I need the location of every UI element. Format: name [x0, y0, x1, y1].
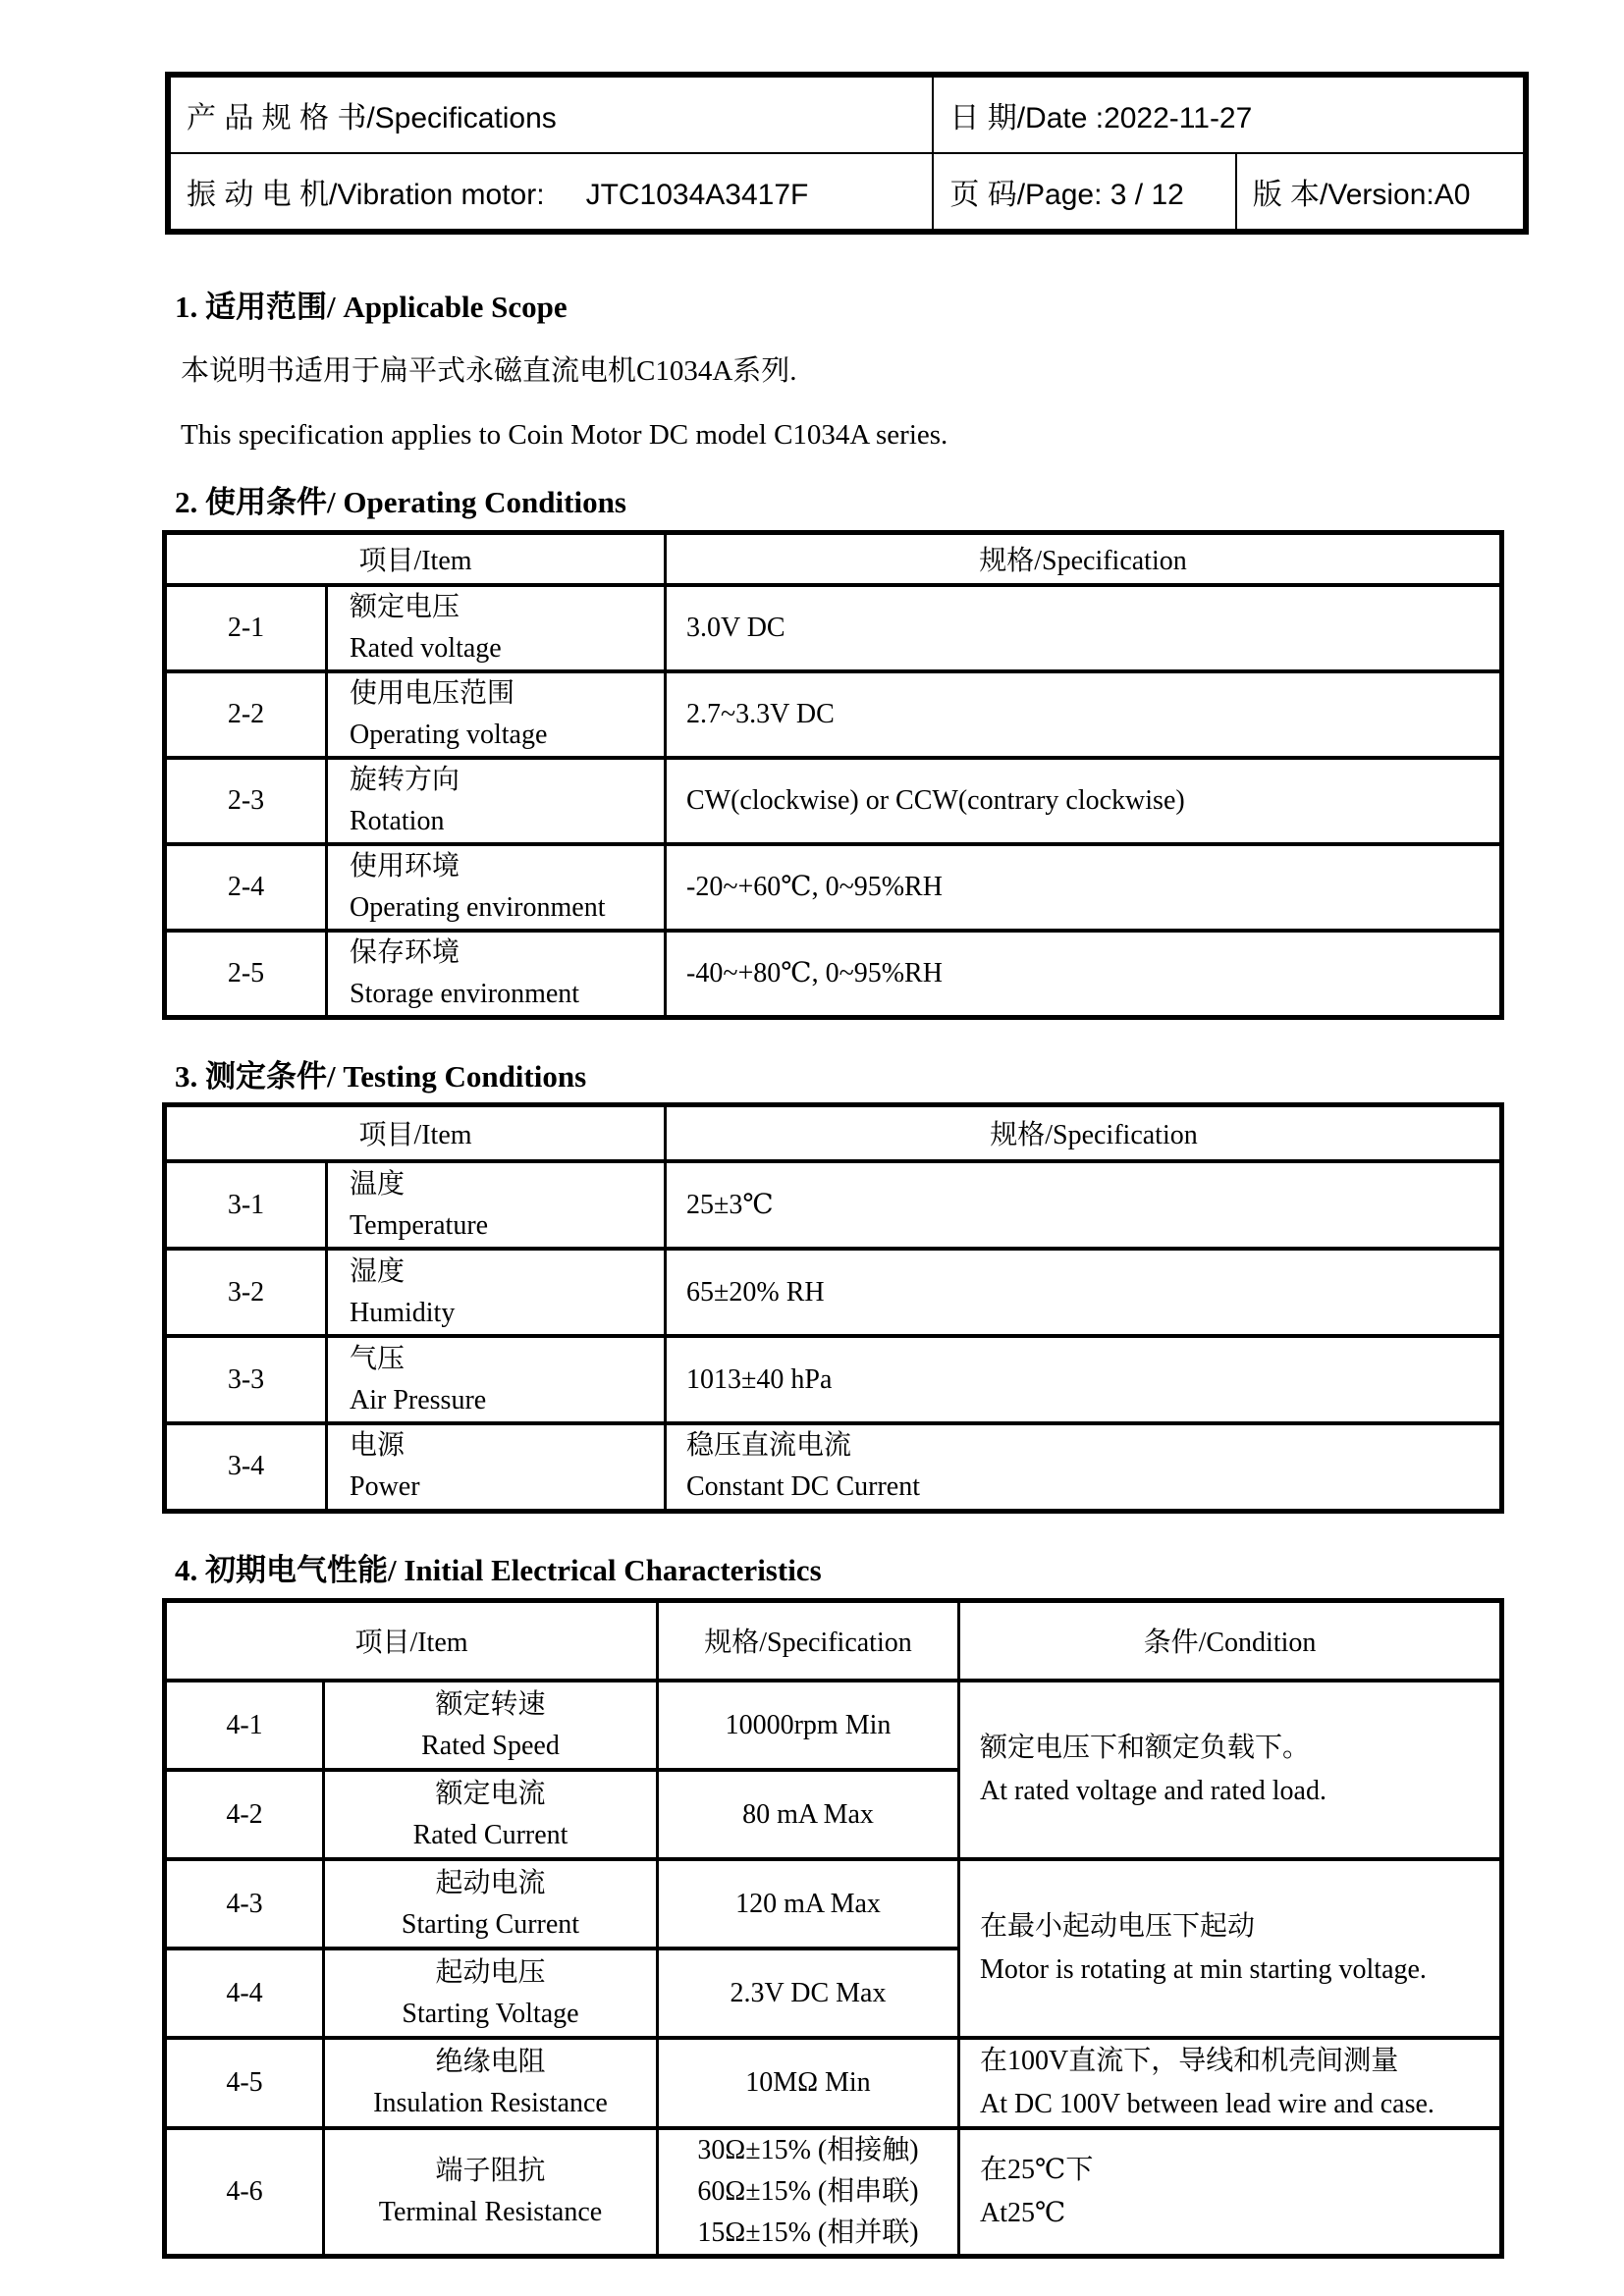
document-title: 产 品 规 格 书/Specifications: [187, 102, 557, 134]
table-header-row: [165, 1600, 1502, 1681]
header-row-1: [168, 75, 1526, 153]
specification-en: Constant DC Current: [686, 1471, 920, 1503]
table-row: [165, 1161, 1502, 1249]
item-cell: [327, 585, 666, 671]
condition-cell: [959, 2128, 1502, 2257]
item-name-en: Rated voltage: [350, 632, 502, 664]
row-number-cell: 2-1: [165, 585, 327, 671]
table-row: [165, 931, 1502, 1018]
item-cell: [327, 758, 666, 844]
condition-cn: 在100V直流下，导线和机壳间测量: [980, 2046, 1399, 2076]
motor-cell: [168, 153, 933, 232]
item-name-cn: 起动电压: [435, 1956, 546, 1988]
motor-model: JTC1034A3417F: [585, 179, 809, 211]
table-row: [165, 844, 1502, 931]
item-name-cn: 温度: [350, 1168, 406, 1200]
section-2-heading: 2. 使用条件/ Operating Conditions: [175, 485, 626, 519]
row-number-cell: 4-5: [165, 2038, 324, 2128]
item-name-en: Temperature: [350, 1209, 489, 1241]
table-row: [165, 2128, 1502, 2257]
row-number-cell: 2-5: [165, 931, 327, 1018]
specification-cell: 25±3℃: [666, 1161, 1502, 1249]
item-name-en: Rated Speed: [421, 1730, 560, 1761]
item-name-cn: 气压: [350, 1343, 406, 1374]
condition-cell: [959, 1681, 1502, 1859]
row-number-cell: 4-6: [165, 2128, 324, 2257]
row-number-cell: 4-4: [165, 1949, 324, 2038]
item-name-cn: 电源: [350, 1430, 406, 1462]
table-row: [165, 1681, 1502, 1770]
item-cell: [324, 1681, 658, 1770]
item-name-cn: 旋转方向: [350, 764, 460, 795]
item-cell: [324, 2128, 658, 2257]
column-header-specification: 规格/Specification: [658, 1600, 959, 1681]
specification-cell: CW(clockwise) or CCW(contrary clockwise): [666, 758, 1502, 844]
item-name-cn: 起动电流: [435, 1867, 546, 1898]
section-3-heading: 3. 测定条件/ Testing Conditions: [175, 1058, 587, 1094]
item-cell: [327, 931, 666, 1018]
condition-en: At25℃: [980, 2198, 1066, 2228]
table-row: [165, 2038, 1502, 2128]
column-header-specification: 规格/Specification: [666, 1104, 1502, 1161]
section-1-text-chinese: 本说明书适用于扁平式永磁直流电机C1034A系列.: [181, 355, 797, 387]
version-cell: [1236, 153, 1526, 232]
document-title-cell: [168, 75, 933, 153]
row-number-cell: 3-4: [165, 1423, 327, 1511]
specification-cell: 10MΩ Min: [658, 2038, 959, 2128]
condition-en: At DC 100V between lead wire and case.: [980, 2089, 1435, 2119]
item-name-en: Starting Current: [401, 1908, 580, 1940]
specification-cn: 稳压直流电流: [686, 1430, 852, 1462]
row-number-cell: 2-2: [165, 671, 327, 758]
section-4-heading: 4. 初期电气性能/ Initial Electrical Characteristics: [175, 1552, 822, 1587]
specification-cell: -20~+60℃, 0~95%RH: [666, 844, 1502, 931]
document-header-table: [165, 72, 1529, 235]
item-name-en: Rated Current: [412, 1819, 568, 1850]
item-name-cn: 保存环境: [350, 936, 460, 968]
table-row: [165, 1249, 1502, 1336]
specification-line-1: 30Ω±15% (相接触): [697, 2135, 919, 2165]
item-name-en: Power: [350, 1471, 420, 1503]
specification-line-2: 60Ω±15% (相串联): [697, 2176, 919, 2207]
column-header-condition: 条件/Condition: [959, 1600, 1502, 1681]
header-row-2: [168, 153, 1526, 232]
specification-cell: [666, 1423, 1502, 1511]
item-cell: [324, 1949, 658, 2038]
item-cell: [324, 1770, 658, 1859]
condition-en: At rated voltage and rated load.: [980, 1776, 1326, 1806]
row-number-cell: 2-3: [165, 758, 327, 844]
table-row: [165, 758, 1502, 844]
row-number-cell: 3-2: [165, 1249, 327, 1336]
item-name-en: Operating voltage: [350, 719, 548, 750]
condition-cell: [959, 2038, 1502, 2128]
item-name-en: Air Pressure: [350, 1384, 487, 1415]
table-header-row: [165, 1104, 1502, 1161]
specification-cell: 10000rpm Min: [658, 1681, 959, 1770]
item-name-en: Operating environment: [350, 891, 606, 923]
table-row: [165, 1859, 1502, 1949]
condition-cn: 在25℃下: [980, 2155, 1094, 2185]
row-number-cell: 4-1: [165, 1681, 324, 1770]
specification-cell: 1013±40 hPa: [666, 1336, 1502, 1423]
table-row: [165, 585, 1502, 671]
condition-cell: [959, 1859, 1502, 2038]
specification-cell: 65±20% RH: [666, 1249, 1502, 1336]
operating-conditions-table: [162, 530, 1504, 1020]
specification-line-3: 15Ω±15% (相并联): [697, 2217, 919, 2248]
column-header-item: 项目/Item: [165, 1104, 666, 1161]
item-name-cn: 使用电压范围: [350, 677, 515, 709]
item-name-cn: 绝缘电阻: [435, 2047, 546, 2077]
document-date-cell: [933, 75, 1526, 153]
item-name-en: Insulation Resistance: [373, 2088, 608, 2118]
item-name-cn: 额定电压: [350, 591, 460, 622]
table-row: [165, 1336, 1502, 1423]
item-name-en: Rotation: [350, 805, 445, 836]
specification-cell: 2.3V DC Max: [658, 1949, 959, 2038]
specification-cell: 120 mA Max: [658, 1859, 959, 1949]
item-name-cn: 额定电流: [435, 1778, 546, 1809]
item-cell: [327, 844, 666, 931]
row-number-cell: 2-4: [165, 844, 327, 931]
page-number: 页 码/Page: 3 / 12: [949, 179, 1184, 211]
item-cell: [324, 1859, 658, 1949]
specification-cell: [658, 2128, 959, 2257]
condition-en: Motor is rotating at min starting voltage.: [980, 1954, 1427, 1985]
specification-cell: 2.7~3.3V DC: [666, 671, 1502, 758]
specification-cell: 80 mA Max: [658, 1770, 959, 1859]
item-name-en: Starting Voltage: [402, 1998, 579, 2029]
item-name-en: Storage environment: [350, 978, 580, 1009]
specification-cell: -40~+80℃, 0~95%RH: [666, 931, 1502, 1018]
section-1-heading: 1. 适用范围/ Applicable Scope: [175, 290, 568, 324]
table-row: [165, 1423, 1502, 1511]
item-name-en: Terminal Resistance: [378, 2197, 603, 2227]
item-cell: [327, 671, 666, 758]
item-name-cn: 湿度: [350, 1255, 406, 1287]
item-cell: [327, 1249, 666, 1336]
page-number-cell: [933, 153, 1235, 232]
item-name-cn: 额定转速: [435, 1688, 546, 1720]
motor-label: 振 动 电 机/Vibration motor:: [187, 179, 545, 211]
document-date: 日 期/Date :2022-11-27: [949, 102, 1253, 134]
item-cell: [327, 1336, 666, 1423]
condition-cn: 额定电压下和额定负载下。: [980, 1733, 1311, 1763]
item-cell: [324, 2038, 658, 2128]
row-number-cell: 4-3: [165, 1859, 324, 1949]
row-number-cell: 3-3: [165, 1336, 327, 1423]
section-1-text-english: This specification applies to Coin Motor DC model C1034A series.: [181, 419, 948, 451]
row-number-cell: 4-2: [165, 1770, 324, 1859]
row-number-cell: 3-1: [165, 1161, 327, 1249]
column-header-item: 项目/Item: [165, 533, 666, 585]
item-name-en: Humidity: [350, 1297, 456, 1328]
item-name-cn: 端子阻抗: [435, 2156, 546, 2186]
item-cell: [327, 1423, 666, 1511]
item-cell: [327, 1161, 666, 1249]
column-header-specification: 规格/Specification: [666, 533, 1502, 585]
document-version: 版 本/Version:A0: [1252, 179, 1471, 211]
column-header-item: 项目/Item: [165, 1600, 658, 1681]
item-name-cn: 使用环境: [350, 850, 460, 881]
testing-conditions-table: [162, 1102, 1504, 1514]
specification-cell: 3.0V DC: [666, 585, 1502, 671]
table-header-row: [165, 533, 1502, 585]
initial-electrical-characteristics-table: [162, 1598, 1504, 2260]
condition-cn: 在最小起动电压下起动: [980, 1911, 1256, 1942]
table-row: [165, 671, 1502, 758]
